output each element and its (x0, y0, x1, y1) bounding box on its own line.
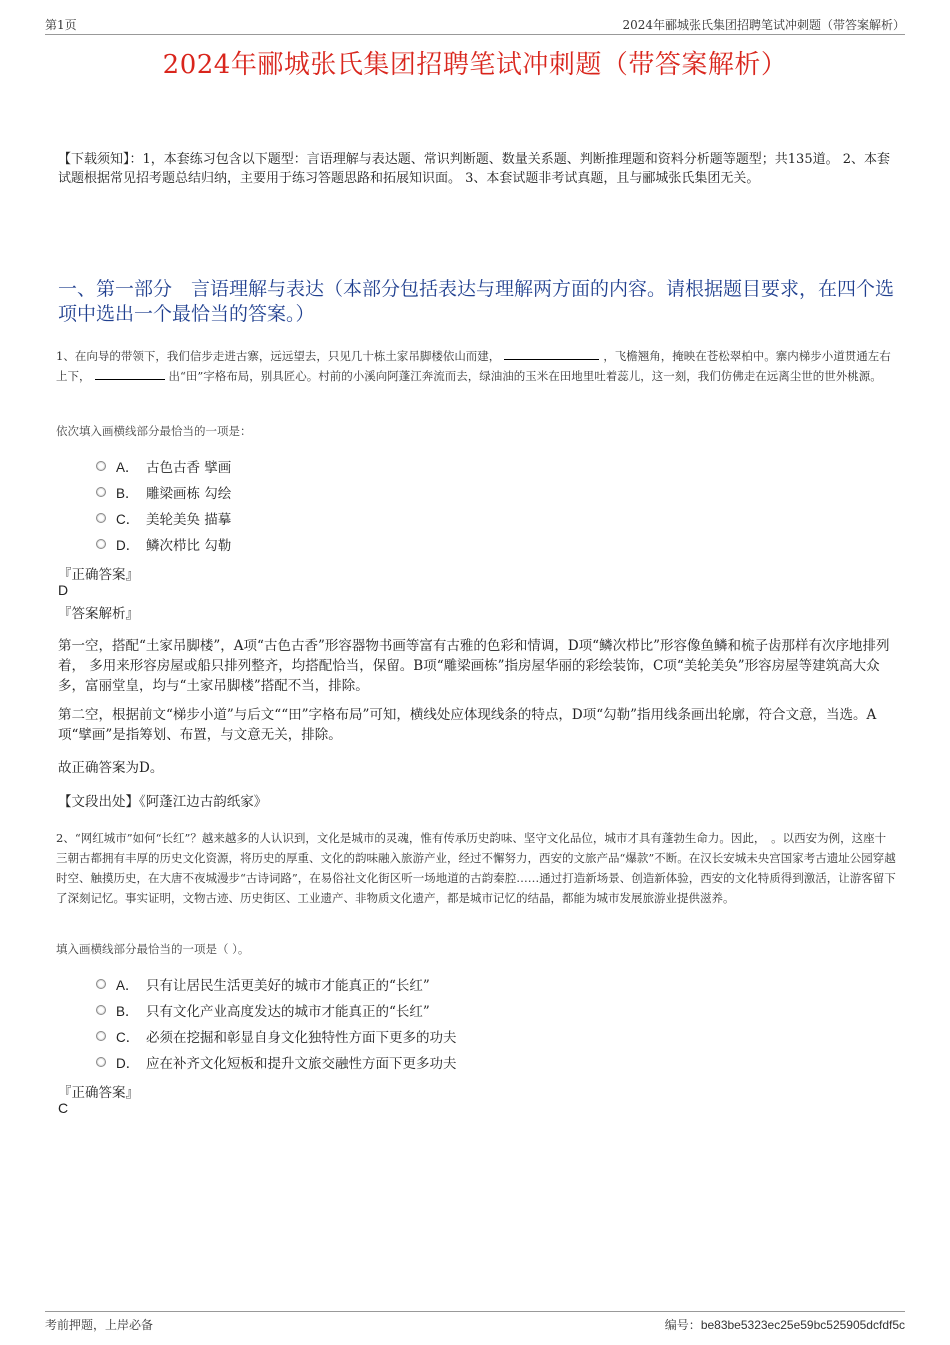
question-1-text-b: ，飞檐翘角，掩映在苍松翠柏中。寨内梯步小道贯通左右上下， (56, 349, 891, 383)
code-value: be83be5323ec25e59bc525905dcfdf5c (700, 1318, 905, 1332)
question-2-prompt: 填入画横线部分最恰当的一项是（ ）。 (56, 942, 250, 956)
answer-blank (95, 367, 165, 380)
option-d[interactable]: D． 鳞次栉比 勾勒 (96, 531, 231, 557)
question-2-options (96, 971, 457, 1075)
option-c[interactable]: C． 必须在挖掘和彰显自身文化独特性方面下更多的功夫 (96, 1023, 457, 1049)
document-title: 2024年郦城张氏集团招聘笔试冲刺题（带答案解析） (162, 50, 788, 80)
question-1-prompt: 依次填入画横线部分最恰当的一项是： (56, 424, 252, 438)
correct-answer: D (58, 582, 69, 598)
option-text: 只有文化产业高度发达的城市才能真正的“长红” (146, 1004, 430, 1020)
correct-answer-label: 『正确答案』 (58, 1085, 139, 1101)
answer-blank (504, 347, 599, 360)
page-footer (45, 1311, 905, 1334)
option-text: 应在补齐文化短板和提升文旅交融性方面下更多功夫 (146, 1056, 457, 1072)
correct-answer-label: 『正确答案』 (58, 567, 139, 583)
radio-button[interactable] (96, 461, 106, 471)
option-c[interactable]: C． 美轮美奂 描摹 (96, 505, 231, 531)
question-1-text-c: 出“田”字格布局，别具匠心。村前的小溪向阿蓬江奔流而去，绿油油的玉米在田地里吐着蕊儿，这一刻，我们仿佛走在远离尘世的世外桃源。 (168, 369, 882, 383)
passage-source: 【文段出处】《阿蓬江边古韵纸家》 (58, 794, 268, 810)
option-b[interactable]: B． 只有文化产业高度发达的城市才能真正的“长红” (96, 997, 457, 1023)
radio-button[interactable] (96, 1005, 106, 1015)
radio-button[interactable] (96, 979, 106, 989)
analysis-conclusion: 故正确答案为D。 (58, 760, 164, 776)
option-text: 鳞次栉比 勾勒 (146, 538, 232, 554)
question-2-text: 2、“网红城市”如何“长红”？越来越多的人认识到，文化是城市的灵魂，惟有传承历史韵味、坚守文化品位，城市才具有蓬勃生命力。因此， 。以西安为例，这座十三朝古都拥有丰厚的历史文化资源，将历史的厚重、文化的韵味融入旅游产业，经过不懈努力，西安的文旅产品“爆款”不断。在汉长安城未央宫国家考古遗址公园穿越时空、触摸历史，在大唐不夜城漫步“古诗词路”，在易俗社文化街区听一场地道的古韵秦腔……通过打造新场景、创造新体验，西安的文化特质得到激活，让游客留下了深刻记忆。事实证明，文物古迹、历史街区、工业遗产、非物质文化遗产，都是城市记忆的结晶，都能为城市发展旅游业提供滋养。 (56, 831, 896, 905)
option-a[interactable]: A． 只有让居民生活更美好的城市才能真正的“长红” (96, 971, 457, 997)
footer-slogan: 考前押题，上岸必备 (45, 1318, 154, 1332)
page-header (45, 14, 905, 35)
header-doc-title: 2024年郦城张氏集团招聘笔试冲刺题（带答案解析） (622, 18, 905, 32)
option-text: 只有让居民生活更美好的城市才能真正的“长红” (146, 978, 430, 994)
page-number: 第1页 (45, 18, 77, 32)
analysis-paragraph-2: 第二空，根据前文“梯步小道”与后文““田”字格布局”可知，横线处应体现线条的特点，D项“勾勒”指用线条画出轮廓，符合文意，当选。A项“擘画”是指筹划、布置，与文意无关，排除。 (58, 707, 877, 743)
download-notice: 【下载须知】：1，本套练习包含以下题型：言语理解与表达题、常识判断题、数量关系题、判断推理题和资料分析题等题型；共135道。 2、本套试题根据常见招考题总结归纳，主要用于练习答题思路和拓展知识面。 3、本套试题非考试真题，且与郦城张氏集团无关。 (58, 152, 890, 186)
code-label: 编号： (664, 1318, 701, 1332)
question-1-text (56, 346, 896, 386)
radio-button[interactable] (96, 487, 106, 497)
option-text: 雕梁画栋 勾绘 (146, 486, 232, 502)
radio-button[interactable] (96, 539, 106, 549)
option-b[interactable]: B． 雕梁画栋 勾绘 (96, 479, 231, 505)
option-text: 必须在挖掘和彰显自身文化独特性方面下更多的功夫 (146, 1030, 457, 1046)
option-text: 古色古香 擘画 (146, 460, 232, 476)
option-text: 美轮美奂 描摹 (146, 512, 232, 528)
analysis-label: 『答案解析』 (58, 606, 139, 622)
document-code (665, 1316, 905, 1333)
option-d[interactable]: D． 应在补齐文化短板和提升文旅交融性方面下更多功夫 (96, 1049, 457, 1075)
question-1-text-a: 1、在向导的带领下，我们信步走进古寨，远远望去，只见几十栋土家吊脚楼依山而建， (56, 349, 501, 363)
analysis-paragraph-1: 第一空，搭配“土家吊脚楼”，A项“古色古香”形容器物书画等富有古雅的色彩和情调，D项“鳞次栉比”形容像鱼鳞和梳子齿那样有次序地排列着， 多用来形容房屋或船只排列整齐，均搭配恰当，保留。B项“雕梁画栋”指房屋华丽的彩绘装饰，C项“美轮美奂”形容房屋等建筑高大众多，富丽堂皇，均与“土家吊脚楼”搭配不当，排除。 (58, 638, 890, 694)
section-heading: 一、第一部分 言语理解与表达（本部分包括表达与理解两方面的内容。请根据题目要求，在四个选项中选出一个最恰当的答案。） (58, 278, 895, 325)
question-1-options (96, 453, 231, 557)
radio-button[interactable] (96, 513, 106, 523)
radio-button[interactable] (96, 1057, 106, 1067)
radio-button[interactable] (96, 1031, 106, 1041)
correct-answer: C (58, 1100, 69, 1116)
option-a[interactable]: A． 古色古香 擘画 (96, 453, 231, 479)
